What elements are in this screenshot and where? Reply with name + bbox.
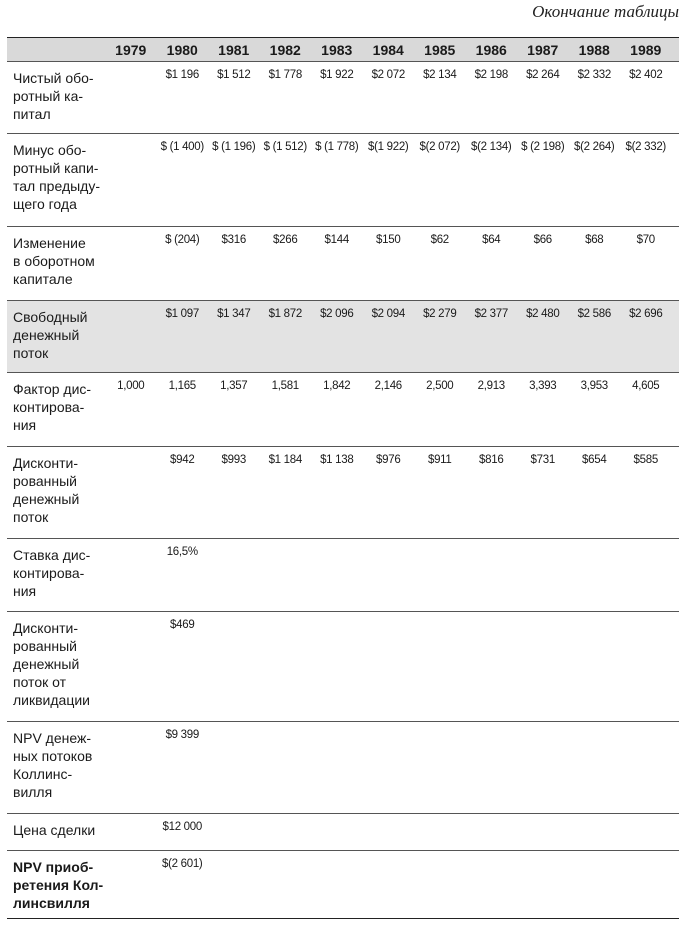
value-cell: 1,357 xyxy=(220,380,248,392)
value-cell: 3,953 xyxy=(580,380,608,392)
value-cell xyxy=(620,539,672,611)
year-header: 1984 xyxy=(372,41,404,58)
value-cell: $(2 072) xyxy=(419,141,460,153)
value-cell: $2 264 xyxy=(526,69,560,81)
value-cell: $2 332 xyxy=(577,69,611,81)
value-cell xyxy=(466,612,518,721)
value-cell: $2 198 xyxy=(474,69,508,81)
value-cell: $ (1 778) xyxy=(315,141,359,153)
value-cell: $942 xyxy=(170,454,195,466)
value-cell: 16,5% xyxy=(166,546,198,558)
value-cell xyxy=(260,612,312,721)
table-row-liquidation-cash-flow xyxy=(7,612,679,722)
row-label: Чистый обо- ротный ка- питал xyxy=(13,70,94,122)
value-cell: $1 512 xyxy=(217,69,251,81)
value-cell: $9 399 xyxy=(165,729,199,741)
value-cell xyxy=(363,851,415,918)
table-row-minus-previous-capital xyxy=(7,134,679,227)
value-cell xyxy=(414,851,466,918)
value-cell: $316 xyxy=(221,234,246,246)
value-cell xyxy=(363,722,415,813)
value-cell: $2 094 xyxy=(371,308,405,320)
value-cell: $150 xyxy=(376,234,401,246)
value-cell xyxy=(414,722,466,813)
value-cell: $(2 134) xyxy=(471,141,512,153)
row-label: Дисконти- рованный денежный поток xyxy=(13,455,80,525)
value-cell xyxy=(569,814,621,850)
value-cell: $70 xyxy=(636,234,655,246)
row-label: Изменение в оборотном капитале xyxy=(13,235,95,287)
year-header: 1981 xyxy=(218,41,250,58)
value-cell xyxy=(466,851,518,918)
value-cell: $2 377 xyxy=(474,308,508,320)
value-cell: $993 xyxy=(221,454,246,466)
value-cell: $1 138 xyxy=(320,454,354,466)
table-row-working-capital xyxy=(7,62,679,134)
value-cell xyxy=(517,612,569,721)
value-cell: $2 279 xyxy=(423,308,457,320)
value-cell: $ (204) xyxy=(165,234,200,246)
value-cell xyxy=(517,539,569,611)
table-row-deal-price xyxy=(7,814,679,851)
value-cell: $ (1 400) xyxy=(160,141,204,153)
value-cell: $2 134 xyxy=(423,69,457,81)
value-cell xyxy=(414,814,466,850)
value-cell xyxy=(311,612,363,721)
value-cell: $(2 332) xyxy=(625,141,666,153)
value-cell xyxy=(105,722,157,813)
value-cell xyxy=(105,227,157,300)
year-header: 1980 xyxy=(166,41,198,58)
value-cell xyxy=(105,134,157,226)
value-cell xyxy=(208,814,260,850)
value-cell: 2,913 xyxy=(477,380,505,392)
table-row-npv-acquisition xyxy=(7,851,679,919)
value-cell: $266 xyxy=(273,234,298,246)
financial-table xyxy=(7,37,679,919)
value-cell xyxy=(517,851,569,918)
year-header: 1989 xyxy=(630,41,662,58)
value-cell: $144 xyxy=(324,234,349,246)
value-cell: $68 xyxy=(585,234,604,246)
row-label: Фактор дис- контирова- ния xyxy=(13,381,92,433)
value-cell xyxy=(620,612,672,721)
value-cell xyxy=(414,612,466,721)
table-row-npv-cash-flows xyxy=(7,722,679,814)
table-row-discount-rate xyxy=(7,539,679,612)
value-cell: $1 872 xyxy=(268,308,302,320)
value-cell: 4,605 xyxy=(632,380,660,392)
row-label: NPV приоб- ретения Кол- линсвилля xyxy=(13,859,104,911)
value-cell: $1 347 xyxy=(217,308,251,320)
value-cell: $2 586 xyxy=(577,308,611,320)
table-header-row xyxy=(7,38,679,62)
value-cell: 2,146 xyxy=(374,380,402,392)
year-header: 1987 xyxy=(527,41,559,58)
value-cell: $(1 922) xyxy=(368,141,409,153)
value-cell: 2,500 xyxy=(426,380,454,392)
value-cell: $911 xyxy=(427,454,452,466)
value-cell: $654 xyxy=(582,454,607,466)
value-cell: 1,842 xyxy=(323,380,351,392)
value-cell: $ (1 196) xyxy=(212,141,256,153)
value-cell xyxy=(208,722,260,813)
value-cell xyxy=(105,447,157,538)
value-cell xyxy=(620,851,672,918)
value-cell xyxy=(466,722,518,813)
value-cell xyxy=(414,539,466,611)
value-cell xyxy=(466,539,518,611)
value-cell: $1 778 xyxy=(268,69,302,81)
value-cell xyxy=(105,612,157,721)
row-label: Свободный денежный поток xyxy=(13,309,88,361)
value-cell: $585 xyxy=(633,454,658,466)
value-cell: $12 000 xyxy=(162,821,202,833)
year-header: 1983 xyxy=(321,41,353,58)
year-header: 1982 xyxy=(269,41,301,58)
value-cell: $ (2 198) xyxy=(521,141,565,153)
value-cell: $816 xyxy=(479,454,504,466)
value-cell xyxy=(105,814,157,850)
row-label: Дисконти- рованный денежный поток от ликвидации xyxy=(13,620,90,708)
value-cell: $ (1 512) xyxy=(263,141,307,153)
value-cell xyxy=(208,612,260,721)
value-cell: $2 072 xyxy=(371,69,405,81)
value-cell xyxy=(569,851,621,918)
value-cell xyxy=(105,62,157,133)
row-label: Цена сделки xyxy=(13,822,96,838)
value-cell xyxy=(363,612,415,721)
value-cell: $(2 601) xyxy=(162,858,203,870)
table-row-free-cash-flow xyxy=(7,301,679,373)
value-cell xyxy=(311,539,363,611)
row-label: Ставка дис- контирова- ния xyxy=(13,547,91,599)
value-cell: 1,581 xyxy=(271,380,299,392)
value-cell: $1 196 xyxy=(165,69,199,81)
value-cell xyxy=(517,722,569,813)
value-cell xyxy=(517,814,569,850)
value-cell xyxy=(260,851,312,918)
value-cell xyxy=(311,722,363,813)
value-cell xyxy=(311,814,363,850)
year-header: 1985 xyxy=(424,41,456,58)
value-cell xyxy=(208,851,260,918)
value-cell: $62 xyxy=(430,234,449,246)
year-header: 1986 xyxy=(475,41,507,58)
value-cell xyxy=(208,539,260,611)
value-cell xyxy=(260,539,312,611)
value-cell: $(2 264) xyxy=(574,141,615,153)
value-cell xyxy=(569,539,621,611)
table-caption: Окончание таблицы xyxy=(532,2,679,21)
year-header: 1988 xyxy=(578,41,610,58)
value-cell: $976 xyxy=(376,454,401,466)
value-cell: $64 xyxy=(482,234,501,246)
row-label: NPV денеж- ных потоков Коллинс- вилля xyxy=(13,730,93,800)
value-cell xyxy=(260,722,312,813)
value-cell: $731 xyxy=(530,454,555,466)
value-cell: $2 096 xyxy=(320,308,354,320)
value-cell: 3,393 xyxy=(529,380,557,392)
value-cell xyxy=(260,814,312,850)
value-cell xyxy=(569,612,621,721)
value-cell xyxy=(569,722,621,813)
value-cell xyxy=(105,301,157,372)
value-cell: $469 xyxy=(170,619,195,631)
table-row-discounted-cash-flow xyxy=(7,447,679,539)
value-cell: $2 402 xyxy=(629,69,663,81)
value-cell xyxy=(105,539,157,611)
value-cell: $2 696 xyxy=(629,308,663,320)
value-cell xyxy=(620,722,672,813)
value-cell xyxy=(620,814,672,850)
table-row-capital-change xyxy=(7,227,679,301)
value-cell: $1 184 xyxy=(268,454,302,466)
value-cell xyxy=(466,814,518,850)
value-cell: $1 097 xyxy=(165,308,199,320)
value-cell: $66 xyxy=(533,234,552,246)
table-row-discount-factor xyxy=(7,373,679,447)
value-cell xyxy=(363,539,415,611)
value-cell xyxy=(105,851,157,918)
value-cell xyxy=(363,814,415,850)
value-cell xyxy=(311,851,363,918)
value-cell: $2 480 xyxy=(526,308,560,320)
value-cell: 1,165 xyxy=(168,380,196,392)
row-label: Минус обо- ротный капи- тал предыду- щего года xyxy=(13,142,101,212)
value-cell: $1 922 xyxy=(320,69,354,81)
year-header: 1979 xyxy=(115,41,147,58)
value-cell: 1,000 xyxy=(117,380,145,392)
